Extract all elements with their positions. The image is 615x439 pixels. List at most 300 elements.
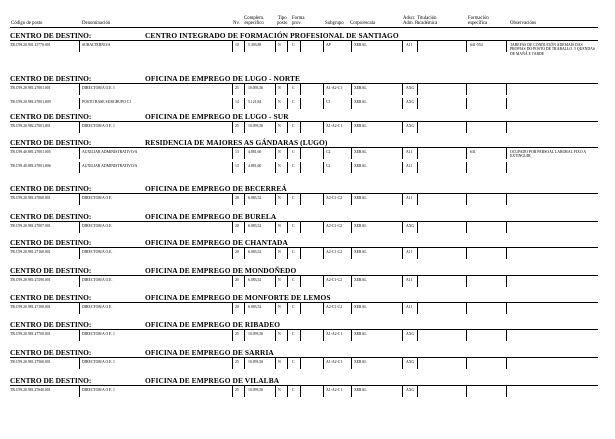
cell-divider: [351, 248, 352, 259]
row-forma: C: [292, 43, 295, 47]
centre-label: CENTRO DE DESTINO:: [10, 212, 92, 221]
cell-divider: [275, 84, 276, 95]
row-tipo: N: [278, 86, 281, 90]
cell-divider: [287, 248, 288, 259]
cell-divider: [232, 162, 233, 173]
table-row: [0, 360, 615, 376]
row-complemento: 6.083,52: [248, 196, 262, 200]
row-complemento: 6.083,52: [248, 305, 262, 309]
cell-divider: [323, 148, 324, 159]
cell-divider: [506, 248, 507, 259]
cell-divider: [287, 303, 288, 314]
cell-divider: [323, 330, 324, 341]
cell-divider: [417, 162, 418, 173]
centre-rule: [10, 121, 598, 122]
row-subgrupo: A2-C1-C2: [326, 250, 343, 254]
cell-divider: [275, 303, 276, 314]
row-corpo: XERAL: [354, 124, 367, 128]
cell-divider: [402, 222, 403, 233]
centre-name: OFICINA DE EMPREGO DE CHANTADA: [145, 238, 288, 247]
cell-divider: [417, 386, 418, 397]
cell-divider: [466, 276, 467, 287]
cell-divider: [275, 358, 276, 369]
cell-divider: [323, 276, 324, 287]
row-adscricion: A11: [406, 164, 413, 168]
cell-divider: [351, 303, 352, 314]
row-complemento: 10.093,56: [248, 86, 264, 90]
table-row: [0, 305, 615, 321]
cell-divider: [402, 386, 403, 397]
row-subgrupo: A1-A2-C1: [326, 360, 343, 364]
cell-divider: [417, 194, 418, 205]
cell-divider: [79, 276, 80, 287]
centre-name: OFICINA DE EMPREGO DE LUGO - NORTE: [145, 74, 301, 83]
cell-divider: [287, 122, 288, 133]
cell-divider: [79, 84, 80, 95]
cell-divider: [506, 162, 507, 173]
row-denominacion: AUXILIAR ADMINISTRATIVO/A: [82, 150, 138, 154]
centre-rule: [10, 83, 598, 84]
cell-divider: [351, 358, 352, 369]
cell-divider: [402, 303, 403, 314]
row-nivel: 25: [235, 124, 239, 128]
row-corpo: XERAL: [354, 332, 367, 336]
col-corpo: Corpo/escala: [350, 20, 376, 26]
col-formacion: [468, 16, 489, 26]
centre-label: CENTRO DE DESTINO:: [10, 138, 92, 147]
row-nivel: 13: [235, 164, 239, 168]
row-forma: C: [292, 150, 295, 154]
cell-divider: [323, 248, 324, 259]
cell-divider: [351, 41, 352, 52]
row-tipo: N: [278, 305, 281, 309]
col-titulacion-line2: académica: [417, 20, 438, 26]
row-tipo: N: [278, 278, 281, 282]
row-complemento: 4.881,60: [248, 164, 262, 168]
row-observacions: TAREFAS DE CONDUCIÓN ADEMAIS DAS PROPIAS DO POSTO DE TRABALLO. 5 QUENDAS DE MAÑÁ E TARDE: [510, 43, 595, 56]
centre-name: RESIDENCIA DE MAIORES AS GÁNDARAS (LUGO): [145, 138, 328, 147]
row-subgrupo: A2-C1-C2: [326, 224, 343, 228]
row-denominacion: DIRECTOR/A O.E. I: [82, 360, 115, 364]
row-adscricion: A11: [406, 278, 413, 282]
cell-divider: [466, 148, 467, 159]
centre-rule: [10, 193, 598, 194]
centre-name: OFICINA DE EMPREGO DE VILALBA: [145, 376, 280, 385]
cell-divider: [287, 98, 288, 109]
centre-name: OFICINA DE EMPREGO DE RIBADEO: [145, 320, 281, 329]
cell-divider: [232, 358, 233, 369]
cell-divider: [232, 148, 233, 159]
cell-divider: [287, 330, 288, 341]
row-code: TR.C99.40.881.27001.006: [10, 164, 51, 168]
col-complemento-line2: específico: [244, 20, 264, 26]
row-nivel: 13: [235, 150, 239, 154]
cell-divider: [300, 276, 301, 287]
col-titulacion: [417, 16, 437, 26]
cell-divider: [323, 194, 324, 205]
cell-divider: [300, 122, 301, 133]
row-denominacion: DIRECTOR/A O.E. I: [82, 332, 115, 336]
centre-label: CENTRO DE DESTINO:: [10, 184, 92, 193]
row-adscricion: A11: [406, 43, 413, 47]
cell-divider: [275, 194, 276, 205]
cell-divider: [466, 222, 467, 233]
cell-divider: [466, 162, 467, 173]
cell-divider: [300, 98, 301, 109]
cell-divider: [351, 276, 352, 287]
row-corpo: XERAL: [354, 43, 367, 47]
centre-rule: [10, 275, 598, 276]
row-denominacion: DIRECTOR/A O.E.: [82, 278, 113, 282]
cell-divider: [79, 148, 80, 159]
cell-divider: [232, 98, 233, 109]
col-forma-line2: prov.: [292, 20, 302, 26]
cell-divider: [300, 148, 301, 159]
row-denominacion: POSTO BASE SUBGRUPO C1: [82, 100, 132, 104]
row-forma: C: [292, 224, 295, 228]
cell-divider: [323, 222, 324, 233]
cell-divider: [79, 222, 80, 233]
row-tipo: N: [278, 332, 281, 336]
cell-divider: [300, 248, 301, 259]
row-nivel: 20: [235, 224, 239, 228]
cell-divider: [232, 84, 233, 95]
cell-divider: [244, 303, 245, 314]
cell-divider: [275, 122, 276, 133]
row-corpo: XERAL: [354, 224, 367, 228]
col-nivel: Nv.: [233, 20, 240, 26]
centre-label: CENTRO DE DESTINO:: [10, 348, 92, 357]
cell-divider: [79, 358, 80, 369]
row-corpo: XERAL: [354, 278, 367, 282]
cell-divider: [506, 358, 507, 369]
col-adscricion-line2: Adm. P.: [403, 20, 419, 26]
row-adscricion: AXG: [406, 224, 415, 228]
cell-divider: [466, 122, 467, 133]
cell-divider: [287, 276, 288, 287]
cell-divider: [402, 98, 403, 109]
row-adscricion: AXG: [406, 360, 415, 364]
cell-divider: [323, 122, 324, 133]
cell-divider: [351, 162, 352, 173]
row-nivel: 14: [235, 100, 239, 104]
cell-divider: [79, 122, 80, 133]
cell-divider: [417, 330, 418, 341]
cell-divider: [466, 194, 467, 205]
cell-divider: [79, 41, 80, 52]
row-code: TR.C99.20.981.27001.001: [10, 86, 51, 90]
cell-divider: [300, 84, 301, 95]
row-corpo: XERAL: [354, 360, 367, 364]
cell-divider: [287, 41, 288, 52]
row-code: TR.C99.20.901.15770.001: [10, 43, 51, 47]
cell-divider: [402, 276, 403, 287]
row-forma: C: [292, 388, 295, 392]
table-row: [0, 164, 615, 180]
col-observacions: Observacións: [510, 20, 537, 26]
row-nivel: 20: [235, 278, 239, 282]
cell-divider: [506, 122, 507, 133]
table-row: [0, 278, 615, 294]
row-nivel: 20: [235, 196, 239, 200]
row-forma: C: [292, 124, 295, 128]
cell-divider: [506, 222, 507, 233]
col-subgrupo: Subgrupo: [325, 20, 344, 26]
row-code: TR.C99.20.981.27290.001: [10, 278, 51, 282]
cell-divider: [287, 386, 288, 397]
cell-divider: [79, 303, 80, 314]
centre-name: OFICINA DE EMPREGO DE SARRIA: [145, 348, 274, 357]
cell-divider: [232, 303, 233, 314]
row-corpo: XERAL: [354, 150, 367, 154]
cell-divider: [79, 194, 80, 205]
row-observacions: OCUPADO POR PERSOAL LABORAL FIXO A EXTINGUIR: [510, 150, 586, 159]
cell-divider: [232, 41, 233, 52]
cell-divider: [323, 98, 324, 109]
row-code: TR.C99.20.981.27560.001: [10, 360, 51, 364]
row-tipo: N: [278, 224, 281, 228]
centre-name: OFICINA DE EMPREGO DE LUGO - SUR: [145, 112, 289, 121]
cell-divider: [323, 386, 324, 397]
cell-divider: [506, 98, 507, 109]
cell-divider: [466, 84, 467, 95]
cell-divider: [466, 386, 467, 397]
table-row: [0, 43, 615, 59]
centre-label: CENTRO DE DESTINO:: [10, 293, 92, 302]
centre-label: CENTRO DE DESTINO:: [10, 320, 92, 329]
centre-label: CENTRO DE DESTINO:: [10, 31, 92, 40]
cell-divider: [402, 194, 403, 205]
cell-divider: [506, 194, 507, 205]
cell-divider: [402, 358, 403, 369]
row-subgrupo: A2-C1-C2: [326, 278, 343, 282]
cell-divider: [300, 386, 301, 397]
cell-divider: [506, 84, 507, 95]
table-row: [0, 388, 615, 404]
cell-divider: [79, 386, 80, 397]
col-forma-line1: Forma: [292, 15, 305, 21]
cell-divider: [466, 358, 467, 369]
row-nivel: 25: [235, 360, 239, 364]
col-adscricion-line1: Adscr.: [403, 15, 416, 21]
row-adscricion: A11: [406, 305, 413, 309]
cell-divider: [466, 303, 467, 314]
row-denominacion: DIRECTOR/A O.E.: [82, 224, 113, 228]
centre-rule: [10, 357, 598, 358]
cell-divider: [275, 98, 276, 109]
cell-divider: [244, 122, 245, 133]
centre-name: OFICINA DE EMPREGO DE MONDOÑEDO: [145, 266, 297, 275]
centre-label: CENTRO DE DESTINO:: [10, 238, 92, 247]
row-nivel: 10: [235, 43, 239, 47]
row-corpo: XERAL: [354, 196, 367, 200]
row-formacion: 641: [470, 150, 476, 154]
row-subgrupo: A1-A2-C1: [326, 332, 343, 336]
row-adscricion: AXG: [406, 100, 415, 104]
row-code: TR.C99.20.981.27007.001: [10, 224, 51, 228]
cell-divider: [287, 84, 288, 95]
row-nivel: 25: [235, 388, 239, 392]
cell-divider: [506, 330, 507, 341]
cell-divider: [244, 162, 245, 173]
cell-divider: [466, 248, 467, 259]
cell-divider: [287, 162, 288, 173]
row-subgrupo: AP: [326, 43, 331, 47]
centre-name: OFICINA DE EMPREGO DE MONFORTE DE LEMOS: [145, 293, 331, 302]
row-denominacion: DIRECTOR/A O.E. I: [82, 388, 115, 392]
row-code: TR.C99.20.981.27640.001: [10, 388, 51, 392]
row-forma: C: [292, 332, 295, 336]
col-codigo: Código de posto: [11, 20, 43, 26]
cell-divider: [300, 330, 301, 341]
cell-divider: [417, 222, 418, 233]
row-subgrupo: A1-A2-C1: [326, 124, 343, 128]
row-tipo: N: [278, 196, 281, 200]
centre-rule: [10, 329, 598, 330]
row-code: TR.C99.40.881.27001.005: [10, 150, 51, 154]
cell-divider: [300, 194, 301, 205]
cell-divider: [417, 276, 418, 287]
row-subgrupo: C1: [326, 100, 331, 104]
cell-divider: [232, 386, 233, 397]
cell-divider: [275, 41, 276, 52]
cell-divider: [417, 122, 418, 133]
cell-divider: [323, 303, 324, 314]
cell-divider: [287, 194, 288, 205]
cell-divider: [402, 148, 403, 159]
cell-divider: [506, 276, 507, 287]
col-denominacion: Denominación: [82, 20, 111, 26]
row-corpo: XERAL: [354, 86, 367, 90]
row-adscricion: AXG: [406, 388, 415, 392]
cell-divider: [244, 330, 245, 341]
cell-divider: [417, 41, 418, 52]
row-code: TR.C99.20.981.27700.001: [10, 332, 51, 336]
row-complemento: 4.881,60: [248, 150, 262, 154]
row-complemento: 6.083,52: [248, 250, 262, 254]
row-forma: C: [292, 250, 295, 254]
cell-divider: [417, 248, 418, 259]
row-adscricion: AXG: [406, 332, 415, 336]
table-row: [0, 332, 615, 348]
row-corpo: XERAL: [354, 388, 367, 392]
cell-divider: [351, 122, 352, 133]
cell-divider: [417, 84, 418, 95]
cell-divider: [287, 222, 288, 233]
cell-divider: [79, 98, 80, 109]
row-formacion: 641-554: [470, 43, 483, 47]
row-tipo: N: [278, 250, 281, 254]
cell-divider: [244, 358, 245, 369]
cell-divider: [244, 98, 245, 109]
row-tipo: N: [278, 100, 281, 104]
cell-divider: [402, 248, 403, 259]
row-tipo: N: [278, 43, 281, 47]
header-rule: [10, 27, 598, 28]
col-forma: [292, 16, 305, 26]
row-subgrupo: A1-A2-C1: [326, 86, 343, 90]
cell-divider: [417, 358, 418, 369]
row-adscricion: AXG: [406, 86, 415, 90]
centre-rule: [10, 221, 598, 222]
row-forma: C: [292, 278, 295, 282]
row-denominacion: DIRECTOR/A O.E. I: [82, 86, 115, 90]
centre-rule: [10, 40, 598, 41]
cell-divider: [300, 358, 301, 369]
cell-divider: [300, 303, 301, 314]
row-corpo: XERAL: [354, 164, 367, 168]
cell-divider: [351, 148, 352, 159]
cell-divider: [287, 358, 288, 369]
cell-divider: [232, 222, 233, 233]
row-code: TR.C99.20.981.27001.009: [10, 100, 51, 104]
col-tipo-line2: posto: [277, 20, 288, 26]
cell-divider: [244, 222, 245, 233]
row-forma: C: [292, 86, 295, 90]
cell-divider: [275, 148, 276, 159]
centre-label: CENTRO DE DESTINO:: [10, 112, 92, 121]
row-forma: C: [292, 100, 295, 104]
cell-divider: [323, 41, 324, 52]
table-row: [0, 250, 615, 266]
centre-label: CENTRO DE DESTINO:: [10, 74, 92, 83]
row-subgrupo: A2-C1-C2: [326, 305, 343, 309]
row-nivel: 20: [235, 250, 239, 254]
row-forma: C: [292, 196, 295, 200]
centre-rule: [10, 247, 598, 248]
cell-divider: [244, 248, 245, 259]
cell-divider: [351, 98, 352, 109]
row-corpo: XERAL: [354, 305, 367, 309]
centre-label: CENTRO DE DESTINO:: [10, 266, 92, 275]
cell-divider: [275, 330, 276, 341]
row-complemento: 10.093,56: [248, 124, 264, 128]
cell-divider: [244, 148, 245, 159]
row-complemento: 5.121,84: [248, 100, 262, 104]
row-forma: C: [292, 164, 295, 168]
row-complemento: 10.093,56: [248, 360, 264, 364]
cell-divider: [244, 41, 245, 52]
row-subgrupo: A2-C1-C2: [326, 196, 343, 200]
cell-divider: [506, 303, 507, 314]
col-formacion-line1: Formación: [468, 15, 489, 21]
row-nivel: 20: [235, 305, 239, 309]
cell-divider: [244, 194, 245, 205]
cell-divider: [402, 162, 403, 173]
row-adscricion: A11: [406, 150, 413, 154]
row-complemento: 5.393,88: [248, 43, 262, 47]
cell-divider: [402, 122, 403, 133]
row-tipo: N: [278, 150, 281, 154]
row-nivel: 25: [235, 332, 239, 336]
centre-label: CENTRO DE DESTINO:: [10, 376, 92, 385]
cell-divider: [417, 148, 418, 159]
row-corpo: XERAL: [354, 250, 367, 254]
row-forma: C: [292, 305, 295, 309]
col-titulacion-line1: Titulación: [417, 15, 437, 21]
cell-divider: [300, 222, 301, 233]
cell-divider: [351, 386, 352, 397]
cell-divider: [506, 148, 507, 159]
cell-divider: [402, 41, 403, 52]
cell-divider: [466, 330, 467, 341]
cell-divider: [232, 194, 233, 205]
centre-name: OFICINA DE EMPREGO DE BURELA: [145, 212, 277, 221]
cell-divider: [351, 222, 352, 233]
cell-divider: [300, 41, 301, 52]
row-forma: C: [292, 360, 295, 364]
cell-divider: [275, 248, 276, 259]
